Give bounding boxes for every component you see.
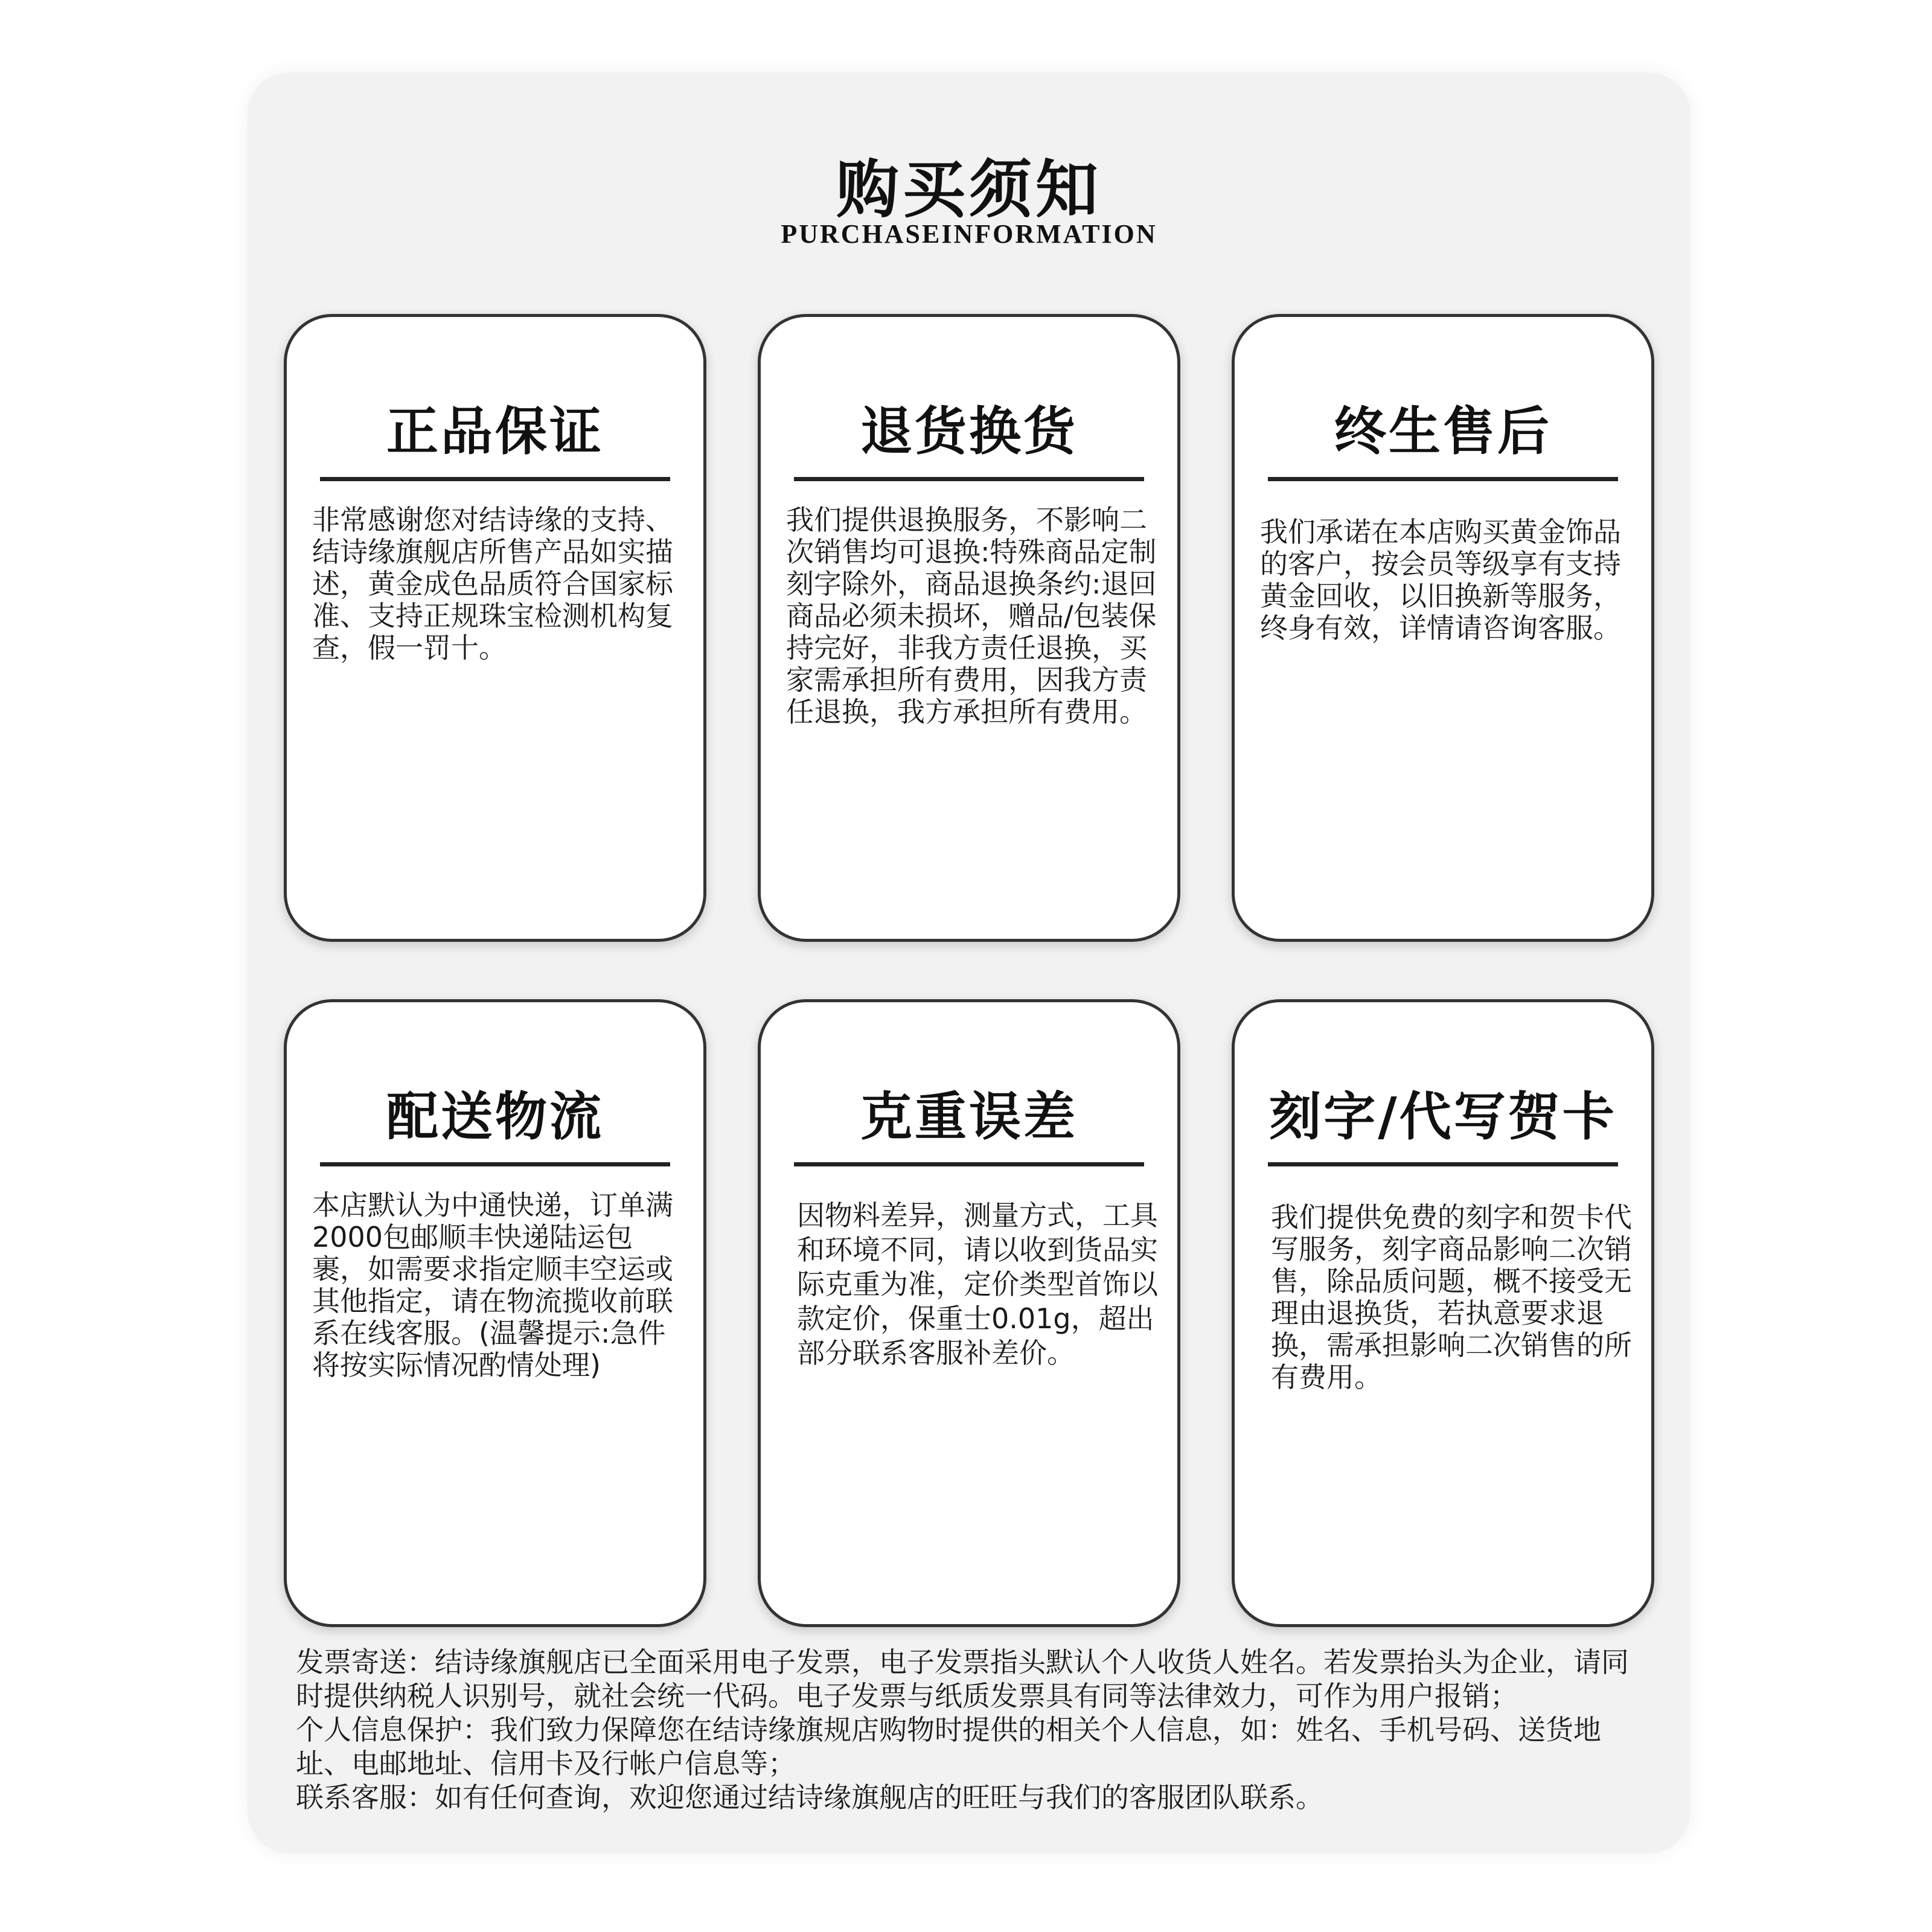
privacy-note: 个人信息保护：我们致力保障您在结诗缘旗规店购物时提供的相关个人信息，如：姓名、手机号码、送货地址、电邮地址、信用卡及行帐户信息等；	[296, 1713, 1601, 1780]
card-title: 克重误差	[860, 1086, 1078, 1147]
card-divider	[320, 1162, 670, 1166]
contact-note: 联系客服：如有任何查询，欢迎您通过结诗缘旗舰店的旺旺与我们的客服团队联系。	[296, 1781, 1323, 1814]
invoice-note: 发票寄送：结诗缘旗舰店已全面采用电子发票，电子发票指头默认个人收货人姓名。若发票抬头为企业，请同时提供纳税人识别号，就社会统一代码。电子发票与纸质发票具有同等法律效力，可作为用户报销；	[296, 1646, 1629, 1712]
page-subtitle: PURCHASEINFORMATION	[781, 219, 1157, 249]
footer-notes	[296, 1645, 1648, 1814]
card-authentic-guarantee	[284, 314, 706, 942]
card-engraving-greeting-card	[1232, 999, 1654, 1627]
card-divider	[1268, 1162, 1618, 1166]
card-title: 正品保证	[386, 401, 604, 462]
card-body: 本店默认为中通快递，订单满2000包邮顺丰快递陆运包裹，如需要求指定顺丰空运或其他指定，请在物流揽收前联系在线客服。(温馨提示:急件将按实际情况酌情处理)	[312, 1189, 673, 1381]
card-body: 我们承诺在本店购买黄金饰品的客户，按会员等级享有支持黄金回收，以旧换新等服务，终身有效，详情请咨询客服。	[1260, 516, 1621, 644]
card-title: 退货换货	[860, 401, 1078, 462]
card-body: 我们提供退换服务，不影响二次销售均可退换:特殊商品定制刻字除外，商品退换条约:退回商品必须未损坏，赠品/包装保持完好，非我方责任退换，买家需承担所有费用，因我方责任退换，我方承担所有费用。	[786, 504, 1157, 728]
card-delivery-logistics	[284, 999, 706, 1627]
card-divider	[794, 1162, 1144, 1166]
purchase-info-panel	[248, 72, 1690, 1854]
card-lifetime-aftersales	[1232, 314, 1654, 942]
card-title: 刻字/代写贺卡	[1269, 1086, 1617, 1147]
page-title: 购买须知	[836, 152, 1102, 226]
card-weight-tolerance	[758, 999, 1180, 1627]
card-title: 配送物流	[386, 1086, 604, 1147]
card-returns-exchanges	[758, 314, 1180, 942]
card-divider	[1268, 477, 1618, 481]
card-divider	[320, 477, 670, 481]
card-body: 我们提供免费的刻字和贺卡代写服务，刻字商品影响二次销售，除品质问题，概不接受无理由退换货，若执意要求退换，需承担影响二次销售的所有费用。	[1271, 1201, 1632, 1393]
card-divider	[794, 477, 1144, 481]
card-title: 终生售后	[1334, 401, 1552, 462]
card-body: 因物料差异，测量方式，工具和环境不同，请以收到货品实际克重为准，定价类型首饰以款定价，保重士0.01g，超出部分联系客服补差价。	[797, 1199, 1158, 1369]
card-body: 非常感谢您对结诗缘的支持、结诗缘旗舰店所售产品如实描述，黄金成色品质符合国家标准、支持正规珠宝检测机构复查，假一罚十。	[312, 504, 673, 664]
